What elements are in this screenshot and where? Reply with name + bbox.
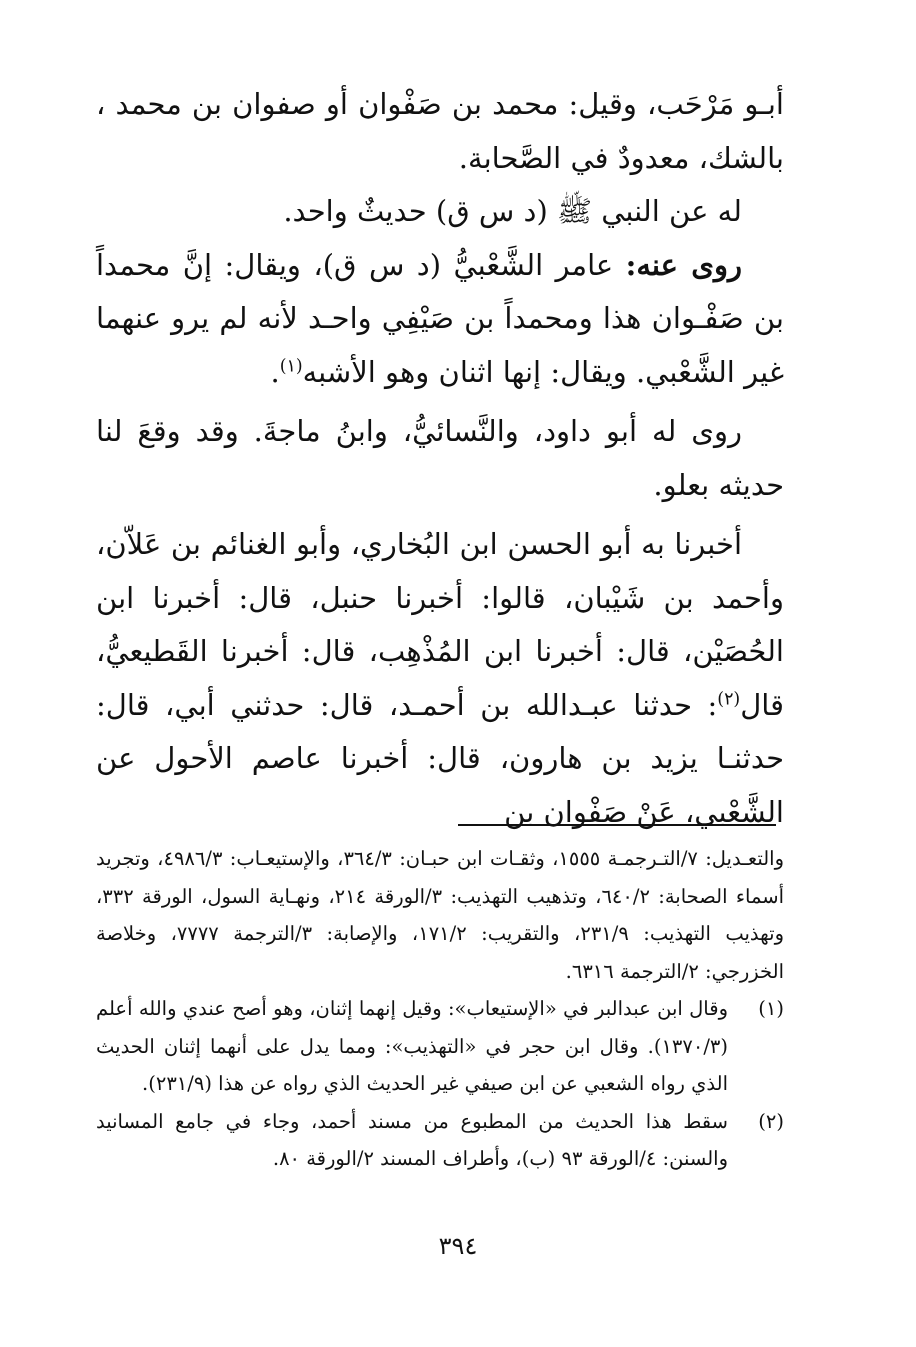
footnotes <box>96 840 784 1178</box>
main-text <box>96 78 784 839</box>
footnote-number: (٢) <box>758 1109 784 1133</box>
isnad-text-a: أخبرنا به أبو الحسن ابن البُخاري، وأبو الغنائم بن عَلاّن، وأحمد بن شَيْبان، قالوا: أخبرنا حنبل، قال: أخبرنا ابن الحُصَيْن، قال: أخبرنا ابن المُذْهِب، قال: أخبرنا القَطيعيُّ، قال <box>96 527 784 722</box>
paragraph-transmitters: روى له أبو داود، والنَّسائيُّ، وابنُ ماجةَ. وقد وقعَ لنا حديثه بعلو. <box>96 414 784 502</box>
paragraph-narrators <box>96 239 784 400</box>
paragraph-hadith-count: له عن النبي ﷺ (د س ق) حديثٌ واحد. <box>283 194 742 228</box>
paragraph-name: أبـو مَرْحَب، وقيل: محمد بن صَفْوان أو صفوان بن محمد ، بالشك، معدودٌ في الصَّحابة. <box>96 87 784 175</box>
footnote-text: وقال ابن عبدالبر في «الإستيعاب»: وقيل إنهما إثنان، وهو أصح عندي والله أعلم (١٣٧٠/٣). وقال ابن حجر في «التهذيب»: ومما يدل على أنهما إثنان الحديث الذي رواه الشعبي عن ابن صيفي غير الحديث الذي رواه عن هذا (٢٣١/٩). <box>96 997 728 1095</box>
paragraph-isnad <box>96 518 784 839</box>
footnote-ref-1: (١) <box>279 355 303 376</box>
footnote-2 <box>96 1103 784 1178</box>
footnote-text: سقط هذا الحديث من المطبوع من مسند أحمد، وجاء في جامع المسانيد والسنن: ٤/الورقة ٩٣ (ب)، وأطراف المسند ٢/الورقة ٨٠. <box>96 1109 728 1170</box>
footnote-separator <box>458 824 776 826</box>
narrators-text: عامر الشَّعْبيُّ (د س ق)، ويقال: إنَّ محمداً بن صَفْـوان هذا ومحمداً بن صَيْفِي واحـد لأنه لم يرو عنهما غير الشَّعْبي. ويقال: إنها اثنان وهو الأشبه <box>96 247 784 389</box>
narrators-end: . <box>270 354 280 389</box>
page-number: ٣٩٤ <box>438 1232 478 1260</box>
footnote-ref-2: (٢) <box>717 688 741 709</box>
footnote-continuation: والتعـديل: ٧/التـرجمـة ١٥٥٥، وثقـات ابن حبـان: ٣٦٤/٣، والإستيعـاب: ٤٩٨٦/٣، وتجريد أسماء الصحابة: ٦٤٠/٢، وتذهيب التهذيب: ٣/الورقة ٢١٤، ونهـاية السول، الورقة ٣٣٢، وتهذيب التهذيب: ٢٣١/٩، والتقريب: ١٧١/٢، والإصابة: ٣/الترجمة ٧٧٧٧، وخلاصة الخزرجي: ٢/الترجمة ٦٣١٦. <box>96 847 784 983</box>
narrators-label: روى عنه: <box>625 247 742 282</box>
isnad-text-b: : حدثنا عبـدالله بن أحمـد، قال: حدثني أبي، قال: حدثنـا يزيد بن هارون، قال: أخبرنا عاصم الأحول عن الشَّعْبي، عَنْ صَفْوان بن <box>96 687 784 829</box>
footnote-1 <box>96 990 784 1103</box>
footnote-number: (١) <box>758 997 784 1020</box>
